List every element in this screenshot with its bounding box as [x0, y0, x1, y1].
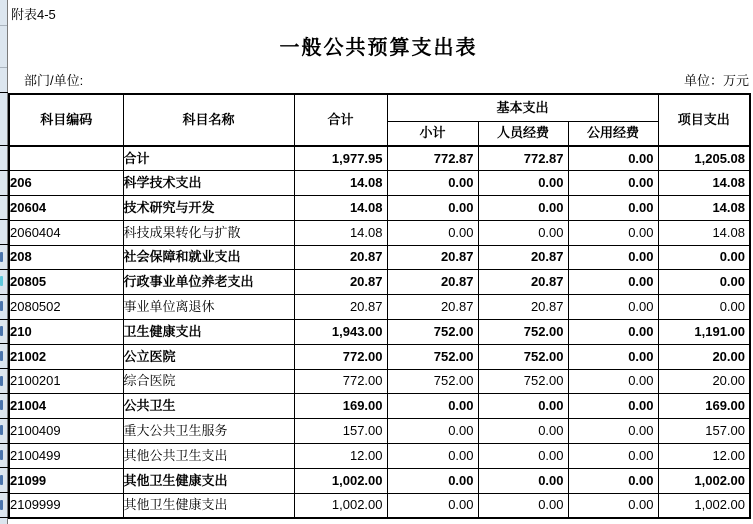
- cell-basic-subtotal[interactable]: 20.87: [387, 245, 478, 270]
- strip-row-border: [0, 92, 8, 93]
- cell-total[interactable]: 1,002.00: [294, 468, 387, 493]
- strip-row-border: [0, 294, 8, 295]
- col-header-basic-subtotal[interactable]: 小计: [387, 121, 478, 146]
- cell-subject-code[interactable]: 210: [9, 320, 123, 345]
- cell-basic-subtotal[interactable]: 0.00: [387, 419, 478, 444]
- row-number-fragment: [0, 301, 3, 311]
- strip-row-border: [0, 443, 8, 444]
- row-number-fragment: [0, 252, 3, 262]
- cell-basic-subtotal[interactable]: 0.00: [387, 220, 478, 245]
- row-number-fragment: [0, 326, 3, 336]
- col-header-subject-name[interactable]: 科目名称: [123, 94, 294, 146]
- cell-personnel-funds[interactable]: 752.00: [478, 369, 568, 394]
- strip-row-border: [0, 170, 8, 171]
- cell-subject-code[interactable]: 2100409: [9, 419, 123, 444]
- cell-total[interactable]: 20.87: [294, 245, 387, 270]
- table-row: [9, 146, 750, 171]
- cell-subject-code[interactable]: 2060404: [9, 220, 123, 245]
- cell-subject-name[interactable]: 卫生健康支出: [123, 320, 294, 345]
- cell-basic-subtotal[interactable]: 752.00: [387, 320, 478, 345]
- cell-basic-subtotal[interactable]: 772.87: [387, 146, 478, 171]
- cell-project-expenditure[interactable]: 14.08: [658, 171, 750, 196]
- cell-personnel-funds[interactable]: 0.00: [478, 468, 568, 493]
- cell-subject-name[interactable]: 其他公共卫生支出: [123, 444, 294, 469]
- cell-basic-subtotal[interactable]: 752.00: [387, 344, 478, 369]
- cell-personnel-funds[interactable]: 0.00: [478, 493, 568, 518]
- cell-subject-name[interactable]: 公共卫生: [123, 394, 294, 419]
- cell-subject-name[interactable]: 其他卫生健康支出: [123, 493, 294, 518]
- table-row: [9, 270, 750, 295]
- cell-subject-code[interactable]: 2100201: [9, 369, 123, 394]
- cell-personnel-funds[interactable]: 0.00: [478, 444, 568, 469]
- col-header-basic-expenditure-group[interactable]: 基本支出: [387, 94, 658, 121]
- cell-project-expenditure[interactable]: 0.00: [658, 295, 750, 320]
- cell-public-funds[interactable]: 0.00: [568, 146, 658, 171]
- cell-personnel-funds[interactable]: 20.87: [478, 245, 568, 270]
- cell-public-funds[interactable]: 0.00: [568, 468, 658, 493]
- cell-basic-subtotal[interactable]: 0.00: [387, 468, 478, 493]
- cell-subject-name[interactable]: 公立医院: [123, 344, 294, 369]
- table-row: [9, 295, 750, 320]
- table-row: [9, 394, 750, 419]
- col-header-personnel-funds[interactable]: 人员经费: [478, 121, 568, 146]
- cell-basic-subtotal[interactable]: 0.00: [387, 493, 478, 518]
- cell-subject-name[interactable]: 科技成果转化与扩散: [123, 220, 294, 245]
- cell-project-expenditure[interactable]: 0.00: [658, 245, 750, 270]
- cell-subject-code[interactable]: 20805: [9, 270, 123, 295]
- cell-total[interactable]: 1,977.95: [294, 146, 387, 171]
- cell-subject-code[interactable]: 21002: [9, 344, 123, 369]
- cell-basic-subtotal[interactable]: 0.00: [387, 394, 478, 419]
- col-header-project-expenditure[interactable]: 项目支出: [658, 94, 750, 146]
- cell-public-funds[interactable]: 0.00: [568, 394, 658, 419]
- cell-total[interactable]: 772.00: [294, 369, 387, 394]
- table-row: [9, 320, 750, 345]
- cell-total[interactable]: 157.00: [294, 419, 387, 444]
- row-number-fragment: [0, 500, 3, 510]
- cell-total[interactable]: 14.08: [294, 171, 387, 196]
- cell-subject-name[interactable]: 合计: [123, 146, 294, 171]
- cell-total[interactable]: 772.00: [294, 344, 387, 369]
- cell-personnel-funds[interactable]: 0.00: [478, 394, 568, 419]
- cell-subject-code[interactable]: 20604: [9, 196, 123, 221]
- cell-project-expenditure[interactable]: 0.00: [658, 270, 750, 295]
- cell-personnel-funds[interactable]: 0.00: [478, 419, 568, 444]
- attachment-label: 附表4-5: [11, 7, 56, 22]
- row-number-fragment: [0, 400, 3, 410]
- strip-row-border: [0, 244, 8, 245]
- cell-personnel-funds[interactable]: 752.00: [478, 344, 568, 369]
- cell-personnel-funds[interactable]: 752.00: [478, 320, 568, 345]
- cell-subject-code[interactable]: 2100499: [9, 444, 123, 469]
- row-number-fragment: [0, 376, 3, 386]
- strip-row-border: [0, 145, 8, 146]
- cell-total[interactable]: 169.00: [294, 394, 387, 419]
- unit-of-measure-label: 单位：万元: [683, 73, 749, 88]
- cell-public-funds[interactable]: 0.00: [568, 220, 658, 245]
- table-row: [9, 493, 750, 518]
- cell-personnel-funds[interactable]: 0.00: [478, 196, 568, 221]
- cell-total[interactable]: 20.87: [294, 295, 387, 320]
- cell-basic-subtotal[interactable]: 0.00: [387, 171, 478, 196]
- cell-total[interactable]: 1,943.00: [294, 320, 387, 345]
- cell-subject-code[interactable]: 2080502: [9, 295, 123, 320]
- row-number-fragment: [0, 475, 3, 485]
- table-row: [9, 444, 750, 469]
- table-row: [9, 419, 750, 444]
- cell-public-funds[interactable]: 0.00: [568, 245, 658, 270]
- table-row: [9, 468, 750, 493]
- strip-row-border: [0, 517, 8, 518]
- cell-subject-code[interactable]: [9, 146, 123, 171]
- strip-row-border: [0, 319, 8, 320]
- cell-total[interactable]: 14.08: [294, 196, 387, 221]
- col-header-total[interactable]: 合计: [294, 94, 387, 146]
- col-header-public-funds[interactable]: 公用经费: [568, 121, 658, 146]
- strip-row-border: [0, 343, 8, 344]
- strip-row-border: [0, 393, 8, 394]
- cell-subject-name[interactable]: 技术研究与开发: [123, 196, 294, 221]
- table-row: [9, 344, 750, 369]
- cell-personnel-funds[interactable]: 20.87: [478, 295, 568, 320]
- cell-subject-code[interactable]: 208: [9, 245, 123, 270]
- cell-project-expenditure[interactable]: 157.00: [658, 419, 750, 444]
- cell-subject-code[interactable]: 206: [9, 171, 123, 196]
- cell-total[interactable]: 1,002.00: [294, 493, 387, 518]
- strip-row-border: [0, 467, 8, 468]
- table-row: [9, 196, 750, 221]
- cell-subject-name[interactable]: 综合医院: [123, 369, 294, 394]
- row-number-fragment: [0, 276, 3, 286]
- strip-row-border: [0, 418, 8, 419]
- department-unit-label: 部门/单位:: [24, 73, 84, 88]
- cell-total[interactable]: 20.87: [294, 270, 387, 295]
- cell-project-expenditure[interactable]: 14.08: [658, 196, 750, 221]
- cell-subject-name[interactable]: 事业单位离退休: [123, 295, 294, 320]
- strip-gridline: [0, 67, 7, 68]
- col-header-subject-code[interactable]: 科目编码: [9, 94, 123, 146]
- cell-public-funds[interactable]: 0.00: [568, 295, 658, 320]
- cell-project-expenditure[interactable]: 1,002.00: [658, 468, 750, 493]
- cell-public-funds[interactable]: 0.00: [568, 369, 658, 394]
- cell-personnel-funds[interactable]: 772.87: [478, 146, 568, 171]
- cell-basic-subtotal[interactable]: 0.00: [387, 444, 478, 469]
- strip-row-border: [0, 269, 8, 270]
- cell-subject-name[interactable]: 科学技术支出: [123, 171, 294, 196]
- row-number-fragment: [0, 351, 3, 361]
- cell-subject-code[interactable]: 2109999: [9, 493, 123, 518]
- cell-public-funds[interactable]: 0.00: [568, 320, 658, 345]
- cell-public-funds[interactable]: 0.00: [568, 419, 658, 444]
- cell-subject-name[interactable]: 其他卫生健康支出: [123, 468, 294, 493]
- row-number-fragment: [0, 450, 3, 460]
- cell-subject-name[interactable]: 社会保障和就业支出: [123, 245, 294, 270]
- cell-public-funds[interactable]: 0.00: [568, 270, 658, 295]
- cell-personnel-funds[interactable]: 20.87: [478, 270, 568, 295]
- cell-project-expenditure[interactable]: 1,191.00: [658, 320, 750, 345]
- cell-public-funds[interactable]: 0.00: [568, 493, 658, 518]
- row-number-fragment: [0, 425, 3, 435]
- budget-expenditure-table: [8, 93, 751, 519]
- cell-subject-code[interactable]: 21004: [9, 394, 123, 419]
- cell-basic-subtotal[interactable]: 0.00: [387, 196, 478, 221]
- cell-personnel-funds[interactable]: 0.00: [478, 171, 568, 196]
- strip-row-border: [0, 492, 8, 493]
- cell-public-funds[interactable]: 0.00: [568, 196, 658, 221]
- cell-project-expenditure[interactable]: 1,205.08: [658, 146, 750, 171]
- cell-project-expenditure[interactable]: 1,002.00: [658, 493, 750, 518]
- cell-public-funds[interactable]: 0.00: [568, 444, 658, 469]
- cell-public-funds[interactable]: 0.00: [568, 171, 658, 196]
- cell-project-expenditure[interactable]: 20.00: [658, 344, 750, 369]
- cell-total[interactable]: 14.08: [294, 220, 387, 245]
- cell-subject-name[interactable]: 行政事业单位养老支出: [123, 270, 294, 295]
- cell-public-funds[interactable]: 0.00: [568, 344, 658, 369]
- cell-basic-subtotal[interactable]: 752.00: [387, 369, 478, 394]
- cell-subject-name[interactable]: 重大公共卫生服务: [123, 419, 294, 444]
- table-row: [9, 171, 750, 196]
- page-title: 一般公共预算支出表: [279, 37, 478, 59]
- cell-total[interactable]: 12.00: [294, 444, 387, 469]
- strip-gridline: [0, 25, 7, 26]
- cell-project-expenditure[interactable]: 14.08: [658, 220, 750, 245]
- cell-basic-subtotal[interactable]: 20.87: [387, 295, 478, 320]
- cell-basic-subtotal[interactable]: 20.87: [387, 270, 478, 295]
- table-row: [9, 220, 750, 245]
- cell-project-expenditure[interactable]: 20.00: [658, 369, 750, 394]
- table-row: [9, 369, 750, 394]
- strip-row-border: [0, 195, 8, 196]
- table-row: [9, 245, 750, 270]
- cell-personnel-funds[interactable]: 0.00: [478, 220, 568, 245]
- strip-row-border: [0, 219, 8, 220]
- cell-project-expenditure[interactable]: 169.00: [658, 394, 750, 419]
- spreadsheet-row-header-strip[interactable]: [0, 0, 8, 524]
- cell-subject-code[interactable]: 21099: [9, 468, 123, 493]
- cell-project-expenditure[interactable]: 12.00: [658, 444, 750, 469]
- strip-row-border: [0, 368, 8, 369]
